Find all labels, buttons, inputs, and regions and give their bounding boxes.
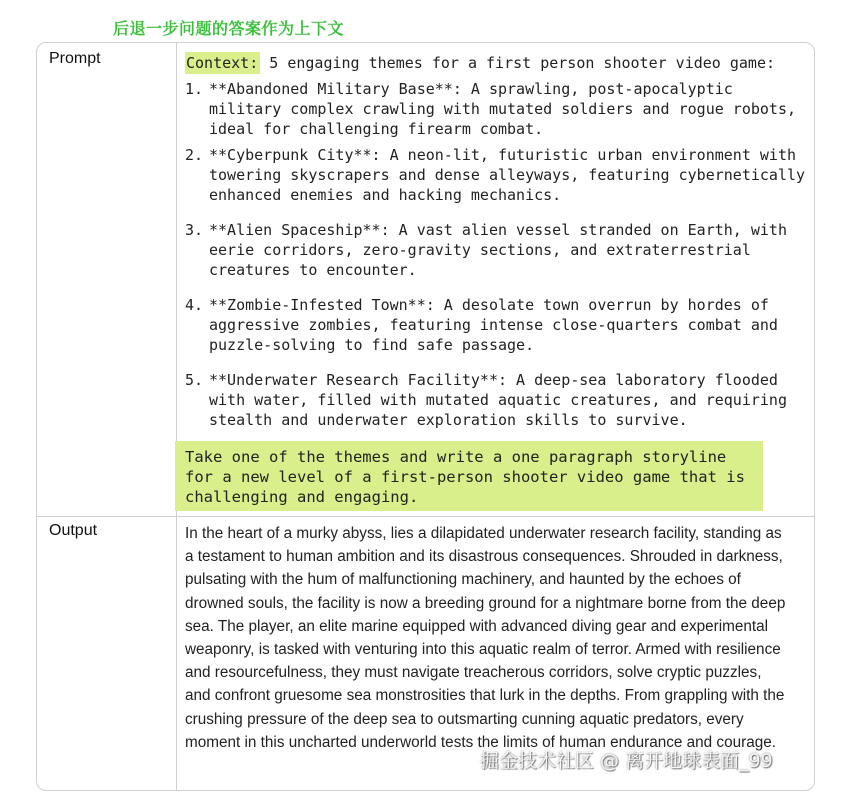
list-item (185, 370, 809, 430)
watermark: 掘金技术社区 @ 离开地球表面_99 (480, 750, 773, 772)
list-item (185, 295, 809, 355)
list-item (185, 145, 809, 205)
context-line (185, 53, 775, 73)
output-paragraph: In the heart of a murky abyss, lies a dilapidated underwater research facility, standing as a testament to human ambition and its disastrous consequences. Shrouded in darkness, pulsating with the hum of malfunctioning machinery, and haunted by the echoes of drowned souls, the facility is now a breeding ground for a nightmare borne from the deep sea. The player, an elite marine equipped with advanced diving gear and experimental weaponry, is tasked with venturing into this aquatic realm of terror. Armed with resilience and resourcefulness, they must navigate treacherous corridors, solve cryptic puzzles, and confront gruesome sea monstrosities that lurk in the depths. From grappling with the crushing pressure of the deep sea to outsmarting cunning aquatic predators, every moment in this uncharted underworld tests the limits of human endurance and courage. (185, 525, 786, 751)
list-item-number: 5. (185, 371, 204, 389)
context-intro: 5 engaging themes for a first person shooter video game: (260, 54, 776, 72)
prompt-output-table (36, 42, 815, 791)
list-item (185, 79, 809, 139)
list-item-text: **Alien Spaceship**: A vast alien vessel stranded on Earth, with eerie corridors, zero-gravity sections, and extraterrestrial creatures to encounter. (209, 221, 787, 279)
list-item (185, 220, 809, 280)
list-item-number: 4. (185, 296, 204, 314)
prompt-row-label: Prompt (49, 50, 101, 67)
list-item-text: **Zombie-Infested Town**: A desolate town overrun by hordes of aggressive zombies, featuring intense close-quarters combat and puzzle-solving to find safe passage. (209, 296, 778, 354)
output-row-label: Output (49, 522, 98, 539)
context-label-highlight: Context: (186, 54, 259, 72)
row-divider (37, 516, 814, 517)
page-heading: 后退一步问题的答案作为上下文 (113, 19, 345, 38)
column-divider (176, 43, 177, 790)
list-item-number: 3. (185, 221, 204, 239)
list-item-text: **Underwater Research Facility**: A deep-sea laboratory flooded with water, filled with mutated aquatic creatures, and requiring stealth and underwater exploration skills to survive. (209, 371, 787, 429)
instruction-highlight: Take one of the themes and write a one paragraph storyline for a new level of a first-person shooter video game that is challenging and engaging. (175, 441, 763, 511)
list-item-text: **Cyberpunk City**: A neon-lit, futuristic urban environment with towering skyscrapers and dense alleyways, featuring cybernetically enhanced enemies and hacking mechanics. (209, 146, 806, 204)
list-item-number: 1. (185, 80, 204, 98)
list-item-text: **Abandoned Military Base**: A sprawling, post-apocalyptic military complex crawling with mutated soldiers and rogue robots, ideal for challenging firearm combat. (209, 80, 796, 138)
list-item-number: 2. (185, 146, 204, 164)
